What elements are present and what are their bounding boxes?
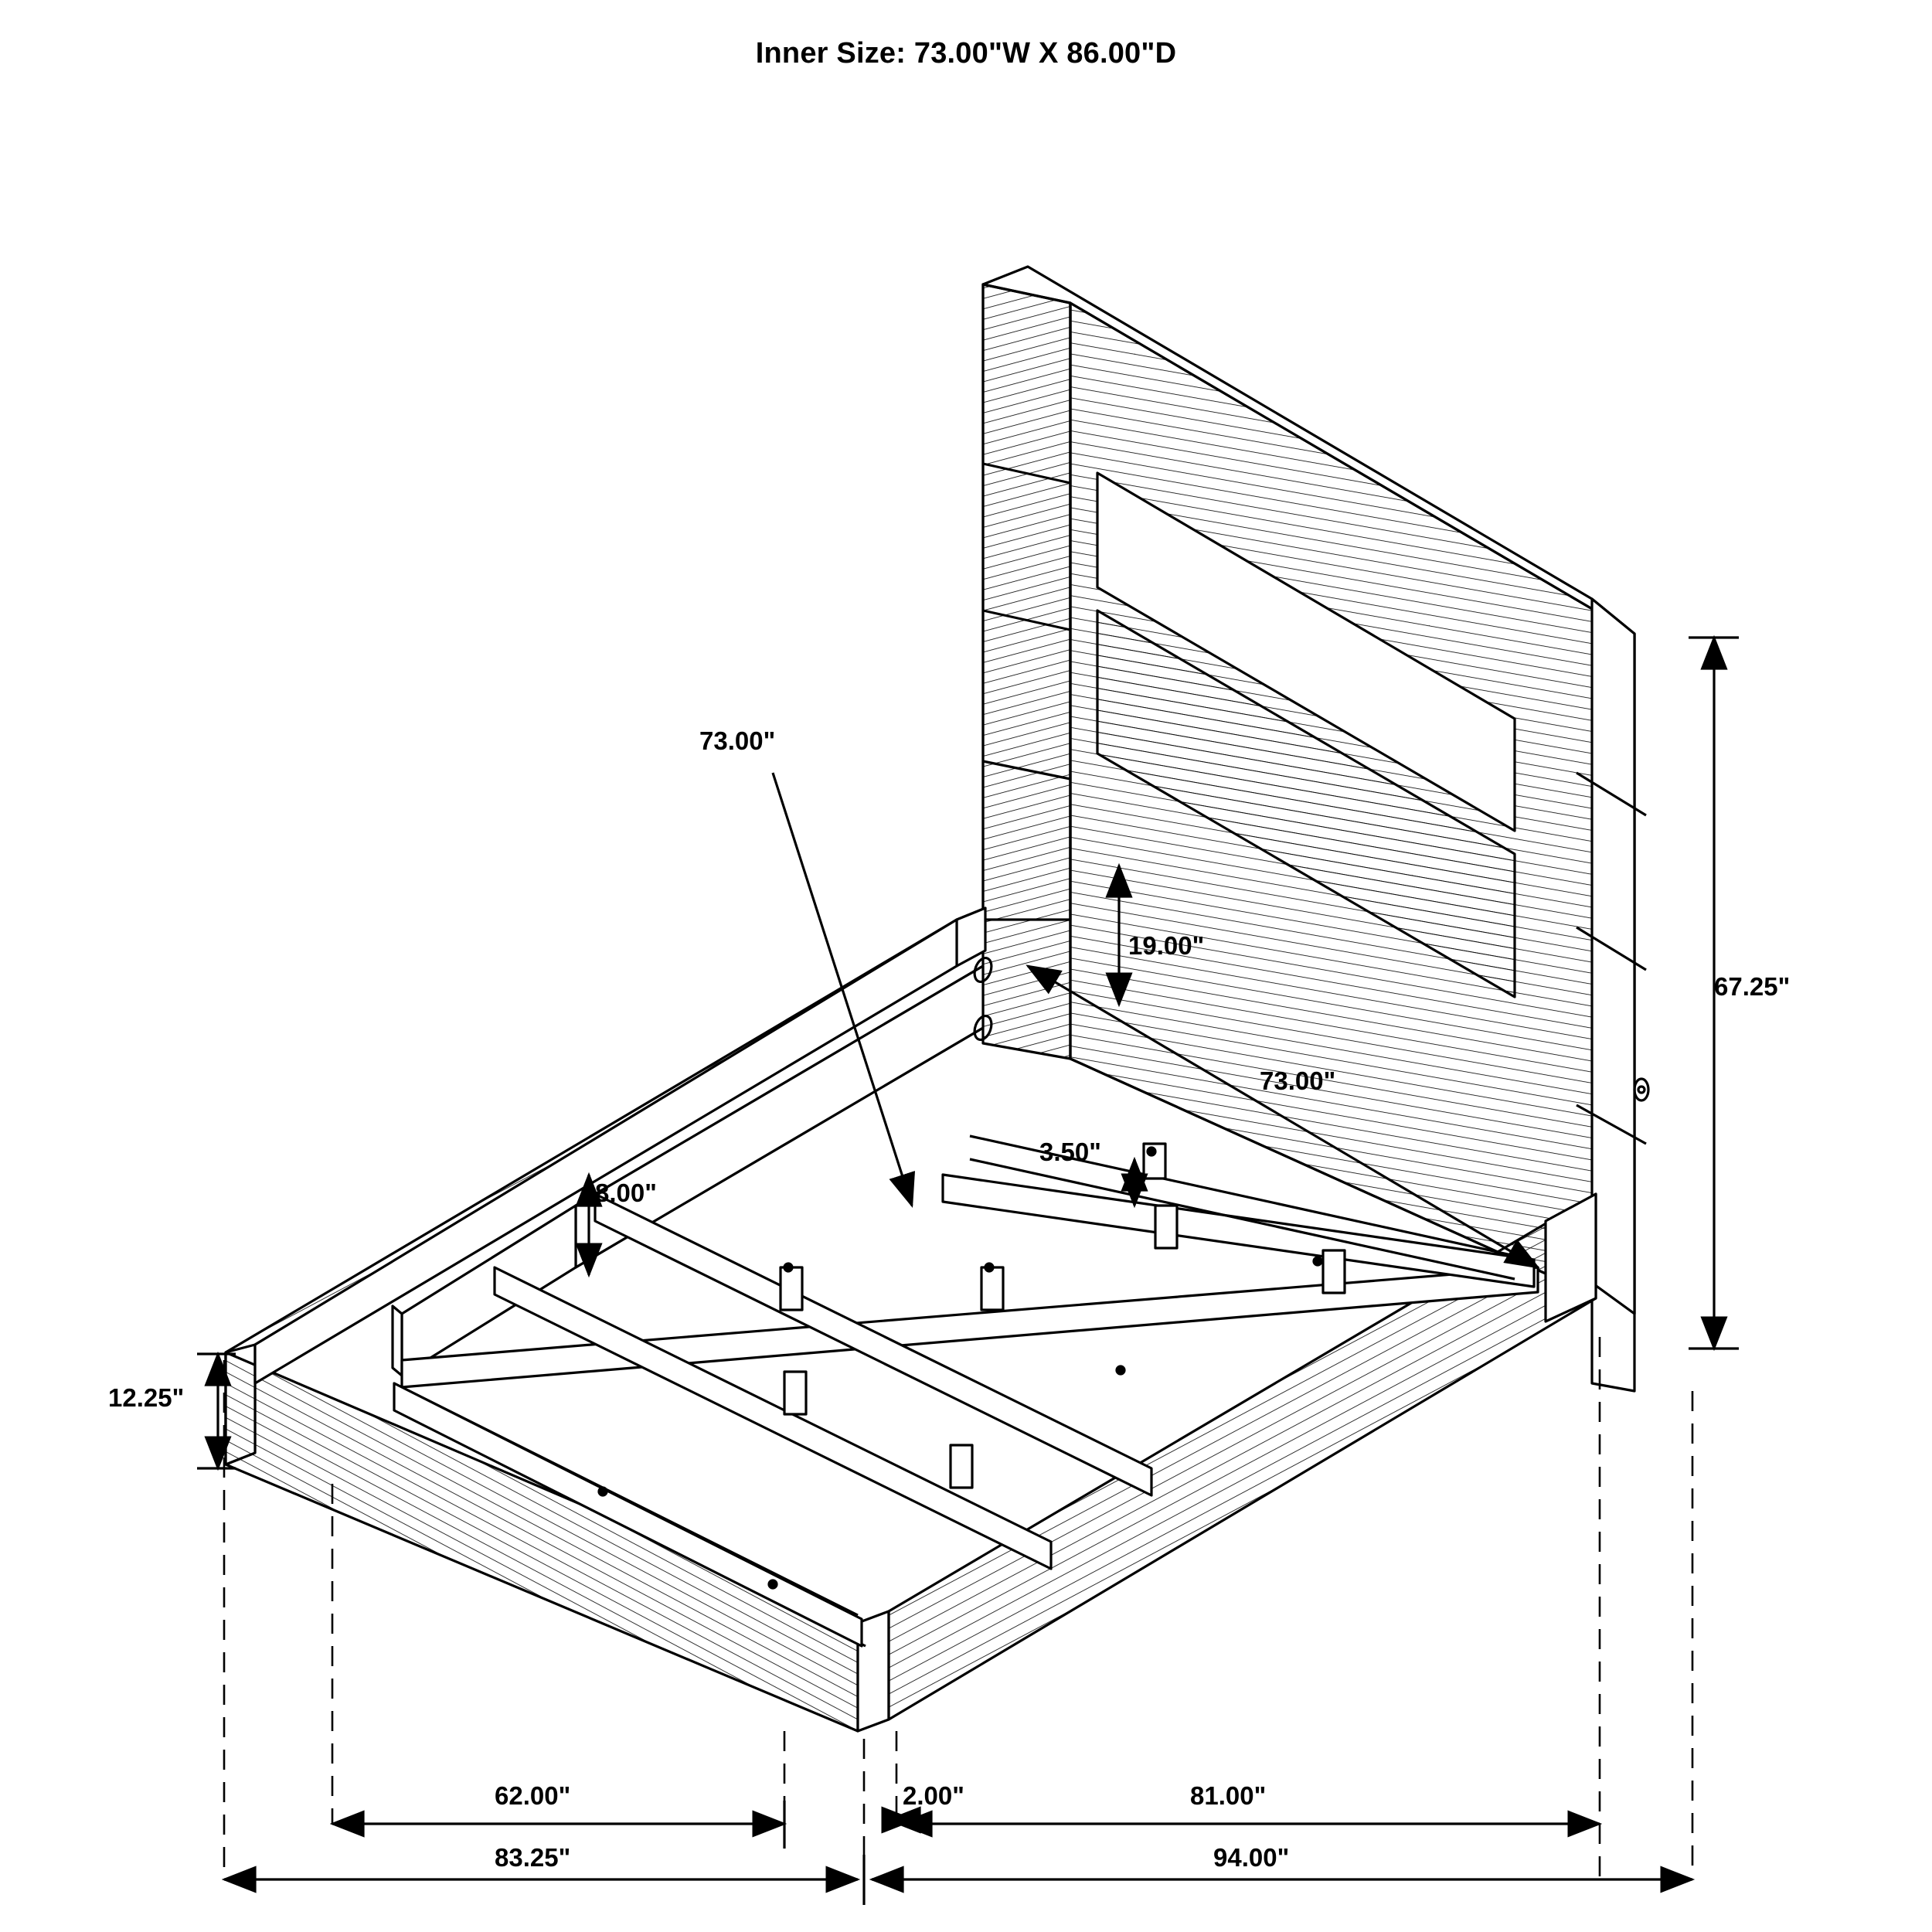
dim-top-rail-width: 73.00" (1260, 1066, 1336, 1095)
dim-rail-height: 12.25" (108, 1383, 185, 1412)
dim-headboard-clearance: 19.00" (1128, 931, 1205, 960)
dim-bottom-94: 94.00" (1213, 1843, 1290, 1872)
dim-callout-width: 73.00" (699, 726, 776, 755)
dim-bottom-81: 81.00" (1190, 1781, 1267, 1810)
dim-slat-height: 8.00" (595, 1179, 657, 1207)
dim-height-right: 67.25" (1714, 972, 1791, 1001)
page-title: Inner Size: 73.00"W X 86.00"D (755, 37, 1177, 70)
dim-bottom-8325: 83.25" (495, 1843, 571, 1872)
dim-bottom-62: 62.00" (495, 1781, 571, 1810)
dim-center-rail: 3.50" (1039, 1138, 1101, 1166)
dim-foot-thickness: 2.00" (903, 1781, 964, 1810)
